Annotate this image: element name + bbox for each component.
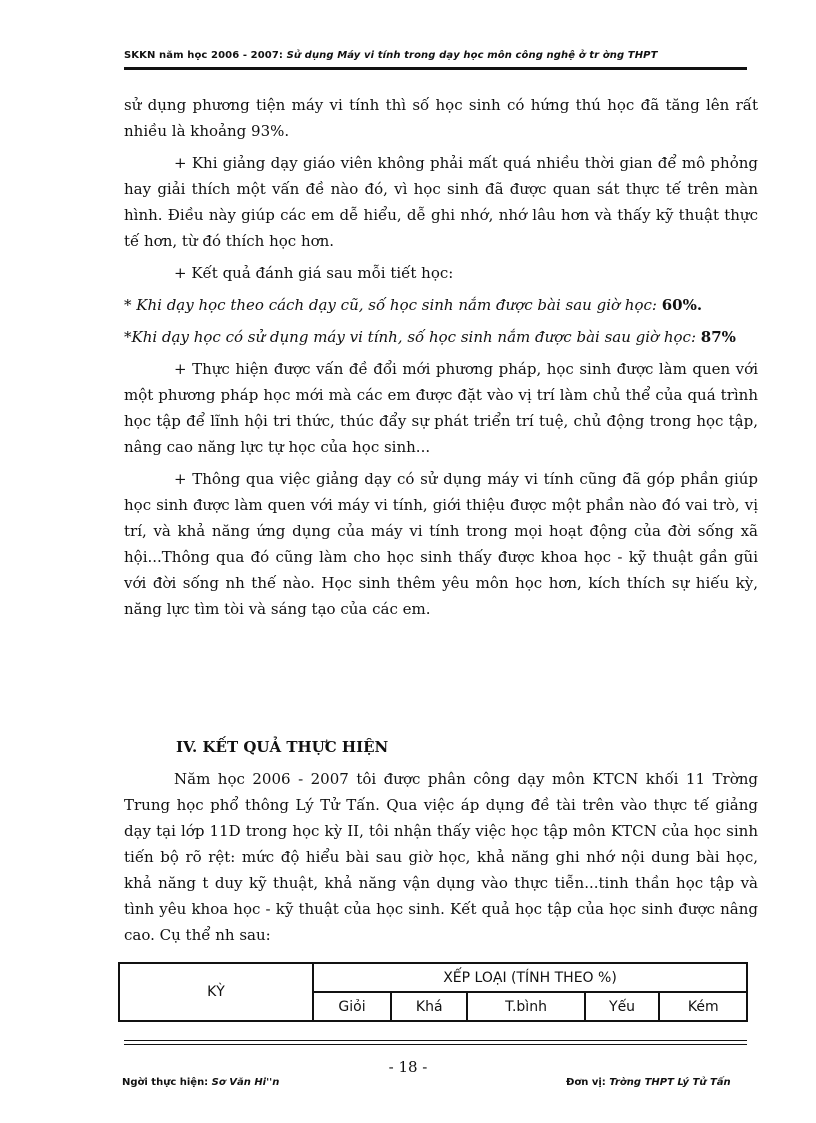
table-col-kem: Kém [659, 992, 747, 1021]
result-value: 60%. [661, 296, 703, 314]
paragraph: + Thông qua việc giảng dạy có sử dụng máy vi tính cũng đã góp phần giúp học sinh được làm quen với máy vi tính, giới thiệu được một phần nào đó vai trò, vị trí, và khả năng ứng dụng của máy vi tính trong mọi hoạt động của đời sống xã hội...Thông qua đó cũng làm cho học sinh thấy được khoa học - kỹ thuật gần gũi với đời sống nh thế nào. Học sinh thêm yêu môn học hơn, kích thích sự hiếu kỳ, năng lực tìm tòi và sáng tạo của các em. [124, 470, 758, 618]
header-title: Sử dụng Máy vi tính trong dạy học môn công nghệ ở tr ờng THPT [286, 50, 658, 61]
result-value: 87% [700, 328, 736, 346]
footer-unit-label: Đơn vị: [566, 1077, 610, 1088]
main-content [124, 92, 758, 628]
paragraph: + Kết quả đánh giá sau mỗi tiết học: [174, 264, 454, 282]
paragraph: + Khi giảng dạy giáo viên không phải mất quá nhiều thời gian để mô phỏng hay giải thích một vấn đề nào đó, vì học sinh đã được quan sát thực tế trên màn hình. Điều này giúp các em dễ hiểu, dễ ghi nhớ, nhớ lâu hơn và thấy kỹ thuật thực tế hơn, từ đó thích học hơn. [124, 154, 758, 250]
result-line-text: *Khi dạy học có sử dụng máy vi tính, số học sinh nắm được bài sau giờ học: [124, 328, 701, 346]
header-prefix: SKKN năm học 2006 - 2007: [124, 50, 287, 61]
table-col-yeu: Yếu [585, 992, 660, 1021]
section-title: IV. KẾT QUẢ THỰC HIỆN [176, 738, 389, 756]
footer-author-label: Ngời thực hiện: [122, 1077, 212, 1088]
table-col-tbinh: T.bình [467, 992, 584, 1021]
header-rule [124, 67, 747, 70]
page-number: - 18 - [388, 1058, 428, 1076]
results-table [118, 962, 748, 1022]
footer-rule [124, 1040, 747, 1041]
result-line-old [124, 292, 758, 318]
footer-unit-name: Trờng THPT Lý Tử Tấn [609, 1077, 731, 1088]
footer-author-name: Sơ Văn Hi''n [211, 1077, 280, 1088]
footer-author [122, 1077, 279, 1088]
page-header [124, 50, 744, 61]
table-header-group: XẾP LOẠI (TÍNH THEO %) [313, 963, 747, 992]
paragraph: sử dụng phương tiện máy vi tính thì số học sinh có hứng thú học đã tăng lên rất nhiều là khoảng 93%. [124, 96, 758, 140]
footer-rule [124, 1044, 747, 1045]
table-col-gioi: Giỏi [313, 992, 391, 1021]
section-body [124, 766, 758, 948]
table-col-kha: Khá [391, 992, 467, 1021]
table-header-ky: KỲ [119, 963, 313, 1021]
paragraph: Năm học 2006 - 2007 tôi được phân công dạy môn KTCN khối 11 Trờng Trung học phổ thông Lý Tử Tấn. Qua việc áp dụng đề tài trên vào thực tế giảng dạy tại lớp 11D trong học kỳ II, tôi nhận thấy việc học tập môn KTCN của học sinh tiến bộ rõ rệt: mức độ hiểu bài sau giờ học, khả năng ghi nhớ nội dung bài học, khả năng t duy kỹ thuật, khả năng vận dụng vào thực tiễn...tinh thần học tập và tình yêu khoa học - kỹ thuật của học sinh. Kết quả học tập của học sinh được nâng cao. Cụ thể nh sau: [124, 770, 758, 944]
result-line-new [124, 324, 758, 350]
result-line-text: * Khi dạy học theo cách dạy cũ, số học sinh nắm được bài sau giờ học: [124, 296, 662, 314]
paragraph: + Thực hiện được vấn đề đổi mới phương pháp, học sinh được làm quen với một phương pháp học mới mà các em được đặt vào vị trí làm chủ thể của quá trình học tập để lĩnh hội tri thức, thúc đẩy sự phát triển trí tuệ, chủ động trong học tập, nâng cao năng lực tự học của học sinh... [124, 360, 758, 456]
footer-unit [566, 1077, 731, 1088]
